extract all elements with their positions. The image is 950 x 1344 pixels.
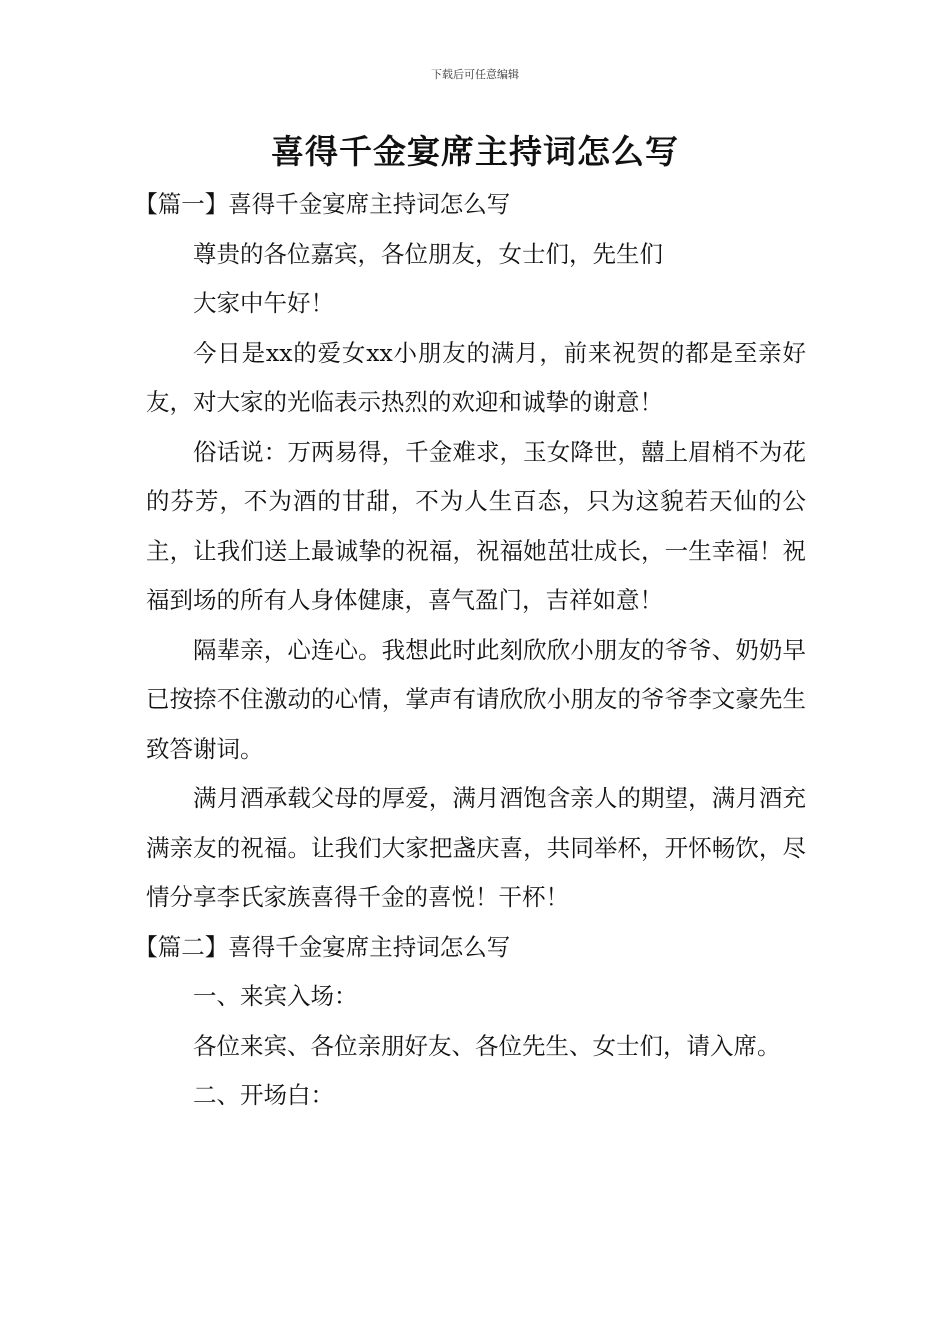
paragraph: 满月酒承载父母的厚爱，满月酒饱含亲人的期望，满月酒充满亲友的祝福。让我们大家把盏庆喜，共同举杯，开怀畅饮，尽情分享李氏家族喜得千金的喜悦！干杯！ (146, 784, 806, 911)
section-heading: 【篇二】喜得千金宴席主持词怎么写 (134, 932, 511, 961)
paragraph: 尊贵的各位嘉宾，各位朋友，女士们，先生们 (193, 239, 663, 268)
paragraph: 俗话说：万两易得，千金难求，玉女降世，囍上眉梢不为花的芬芳，不为酒的甘甜，不为人生百态，只为这貌若天仙的公主，让我们送上最诚挚的祝福，祝福她茁壮成长，一生幸福！祝福到场的所有人身体健康，喜气盈门，吉祥如意！ (146, 437, 806, 614)
paragraph: 隔辈亲，心连心。我想此时此刻欣欣小朋友的爷爷、奶奶早已按捺不住激动的心情，掌声有请欣欣小朋友的爷爷李文豪先生致答谢词。 (146, 635, 806, 763)
header-note: 下载后可任意编辑 (431, 68, 519, 81)
paragraph: 各位来宾、各位亲朋好友、各位先生、女士们，请入席。 (193, 1031, 781, 1060)
document-title: 喜得千金宴席主持词怎么写 (271, 132, 679, 171)
paragraph: 今日是xx的爱女xx小朋友的满月，前来祝贺的都是至亲好友，对大家的光临表示热烈的欢迎和诚挚的谢意！ (146, 338, 806, 416)
paragraph: 一、来宾入场： (193, 982, 358, 1010)
section-heading: 【篇一】喜得千金宴席主持词怎么写 (134, 190, 511, 218)
paragraph: 大家中午好！ (193, 289, 334, 317)
paragraph: 二、开场白： (193, 1081, 334, 1109)
document-body (134, 180, 806, 1121)
